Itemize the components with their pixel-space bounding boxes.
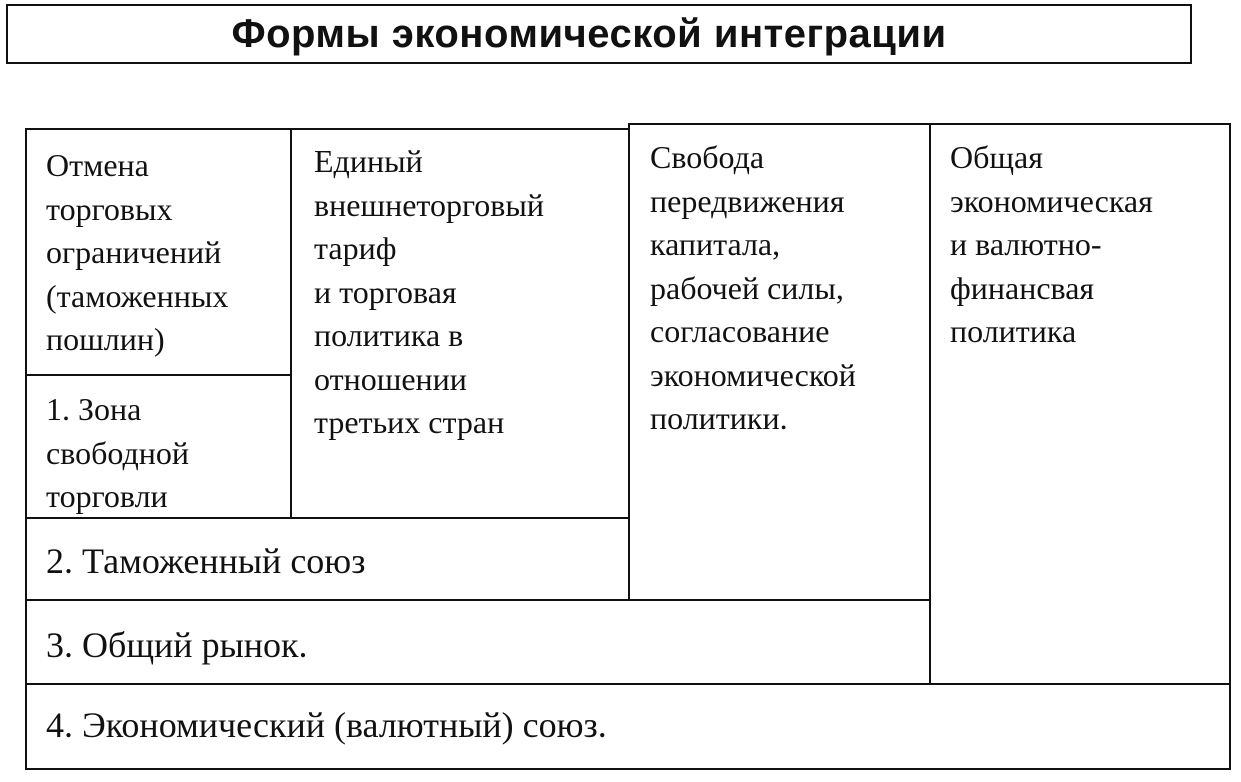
divider-h1 — [25, 374, 292, 376]
cell-free-movement: Свобода передвижения капитала, рабочей силы, согласование экономической политики. — [650, 139, 856, 436]
frame-top-left — [26, 128, 630, 130]
frame-right — [1229, 123, 1231, 770]
divider-h3 — [25, 599, 931, 601]
page-title: Формы экономической интеграции — [231, 11, 947, 56]
title-box — [6, 4, 1192, 64]
row-common-market: 3. Общий рынок. — [46, 625, 308, 665]
cell-common-tariff: Единый внешнеторговый тариф и торговая политика в отношении третьих стран — [314, 143, 545, 440]
divider-v2 — [628, 124, 630, 600]
row-economic-union: 4. Экономический (валютный) союз. — [46, 705, 607, 745]
frame-bottom — [25, 768, 1231, 770]
row-customs-union: 2. Таможенный союз — [46, 541, 366, 581]
cell-common-policy: Общая экономическая и валютно- финансвая политика — [950, 139, 1153, 349]
cell-trade-restrictions: Отмена торговых ограничений (таможенных пошлин) — [46, 147, 229, 357]
frame-left — [25, 128, 27, 770]
divider-h4 — [25, 683, 1231, 685]
cell-free-trade-zone: 1. Зона свободной торговли — [46, 391, 189, 514]
divider-v1 — [290, 128, 292, 519]
